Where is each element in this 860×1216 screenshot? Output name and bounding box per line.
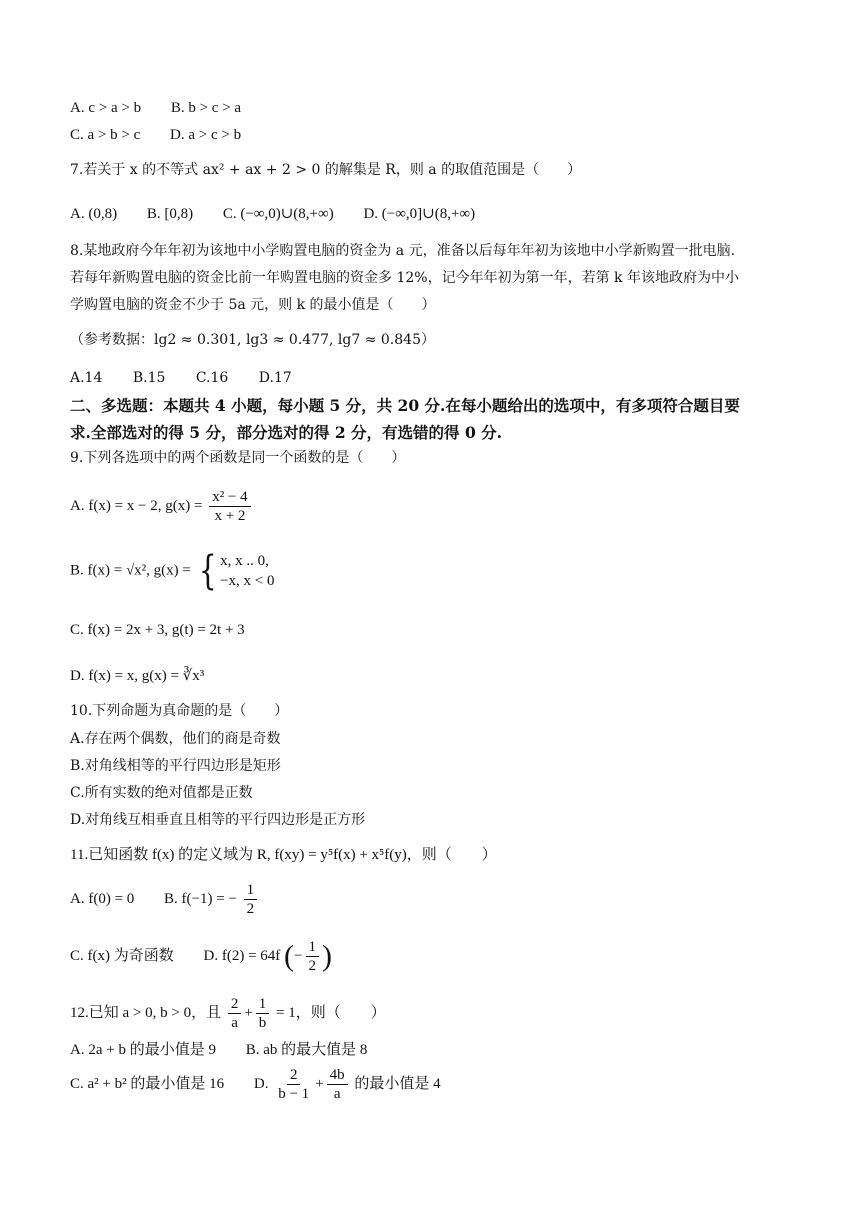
q9-option-d[interactable]: D. f(x) = x, g(x) = ∛x³ xyxy=(70,668,205,684)
q6-options-row2 xyxy=(70,125,267,145)
fraction-numerator: 4b xyxy=(327,1066,348,1085)
q12-stem-prefix: 12.已知 a > 0, b > 0，且 xyxy=(70,1004,222,1021)
q8-option-b[interactable]: B.15 xyxy=(132,370,166,386)
q7-option-c[interactable]: C. (−∞,0)∪(8,+∞) xyxy=(222,206,334,222)
q7-option-a[interactable]: A. (0,8) xyxy=(70,206,118,222)
q12-option-d[interactable]: D. $\frac{2}{b - 1}$ + $\frac{4b}{a}$ 的最小值是 4 xyxy=(253,1067,441,1102)
fraction-denominator: a xyxy=(231,1015,238,1031)
fraction-denominator: x + 2 xyxy=(214,508,246,524)
fraction-numerator: 2 xyxy=(287,1066,301,1085)
q11-options-row2 xyxy=(70,938,332,975)
q12-option-a[interactable]: A. 2a + b 的最小值是 9 xyxy=(70,1042,216,1058)
q6-options-row1 xyxy=(70,98,267,118)
q9-option-b-prefix: B. f(x) = √x², g(x) = xyxy=(70,562,195,579)
q12-stem-suffix: = 1，则（ ） xyxy=(276,1004,386,1021)
q12-fraction-2 xyxy=(256,995,270,1032)
right-paren: ) xyxy=(322,939,332,973)
fraction-denominator: 2 xyxy=(308,958,316,974)
fraction-numerator: 1 xyxy=(244,881,258,900)
q12-option-c[interactable]: C. a² + b² 的最小值是 16 xyxy=(70,1075,225,1092)
fraction-denominator: 2 xyxy=(246,901,255,917)
q6-option-b[interactable]: B. b > c > a xyxy=(170,100,242,116)
piecewise-case-1: x, x .. 0, xyxy=(220,553,269,569)
q12-options-row2 xyxy=(70,1066,441,1103)
fraction-numerator: 2 xyxy=(228,995,242,1014)
q10-option-c[interactable]: C.所有实数的绝对值都是正数 xyxy=(70,785,253,801)
q12-option-d-fraction-1 xyxy=(275,1066,312,1103)
q8-stem-line2: 若每年新购置电脑的资金比前一年购置电脑的资金多 12%，记今年年初为第一年，若第 k 年该地政府为中小 xyxy=(70,270,739,286)
q11-option-d[interactable]: D. f(2) = 64f (− $\frac{1}{2}$ ) xyxy=(203,939,332,974)
q8-option-a[interactable]: A.14 xyxy=(70,370,103,386)
q12-option-b[interactable]: B. ab 的最大值是 8 xyxy=(245,1042,368,1058)
q11-option-b[interactable] xyxy=(164,882,260,917)
fraction-denominator: b − 1 xyxy=(278,1086,310,1102)
q7-option-d[interactable]: D. (−∞,0]∪(8,+∞) xyxy=(363,206,476,222)
section2-heading-line2: 求.全部选对的得 5 分，部分选对的得 2 分，有选错的得 0 分. xyxy=(70,423,503,442)
q7-options xyxy=(70,204,501,224)
q12-options-row1 xyxy=(70,1040,393,1060)
piecewise-cases xyxy=(220,551,274,591)
q6-option-c[interactable]: C. a > b > c xyxy=(70,127,141,143)
q8-option-d[interactable]: D.17 xyxy=(258,370,292,386)
q11-options-row1 xyxy=(70,881,260,918)
fraction-numerator: x² − 4 xyxy=(209,488,250,507)
q10-option-d[interactable]: D.对角线互相垂直且相等的平行四边形是正方形 xyxy=(70,812,366,828)
q9-option-c[interactable]: C. f(x) = 2x + 3, g(t) = 2t + 3 xyxy=(70,622,245,638)
q11-option-c[interactable]: C. f(x) 为奇函数 xyxy=(70,947,174,964)
q11-option-b-fraction xyxy=(244,881,258,918)
q10-option-b[interactable]: B.对角线相等的平行四边形是矩形 xyxy=(70,758,281,774)
q9-option-b-piecewise xyxy=(195,548,275,594)
q11-option-d-fraction xyxy=(306,938,320,975)
q9-option-b[interactable] xyxy=(70,548,275,594)
q8-reference-data: （参考数据：lg2 ≈ 0.301, lg3 ≈ 0.477, lg7 ≈ 0.845） xyxy=(70,332,435,348)
q12-option-d-prefix: D. xyxy=(253,1075,269,1092)
q12-stem: 12.已知 a > 0, b > 0，且 $\frac{2}{a}$ + $\frac{1}{b}$ = 1，则（ ） xyxy=(70,996,386,1031)
q11-option-b-prefix: B. f(−1) = − xyxy=(164,890,237,907)
q9-stem: 9.下列各选项中的两个函数是同一个函数的是（ ） xyxy=(70,450,406,466)
fraction-denominator: b xyxy=(258,1015,267,1031)
q9-option-a-fraction xyxy=(209,488,250,525)
q6-option-d[interactable]: D. a > c > b xyxy=(170,127,242,143)
fraction-numerator: 1 xyxy=(306,938,320,957)
piecewise-case-2: −x, x < 0 xyxy=(220,573,275,589)
q11-option-a[interactable]: A. f(0) = 0 xyxy=(70,890,135,907)
left-brace: { xyxy=(198,548,217,594)
q11-stem: 11.已知函数 f(x) 的定义域为 R, f(xy) = y⁵f(x) + x⁵f(y)，则（ ） xyxy=(70,847,497,863)
q8-option-c[interactable]: C.16 xyxy=(195,370,229,386)
fraction-numerator: 1 xyxy=(256,995,270,1014)
q12-fraction-1 xyxy=(228,995,242,1032)
q8-stem-line3: 学购置电脑的资金不少于 5a 元，则 k 的最小值是（ ） xyxy=(70,297,436,313)
left-paren: ( xyxy=(284,939,295,973)
section2-heading-line1: 二、多选题：本题共 4 小题，每小题 5 分，共 20 分.在每小题给出的选项中，有多项符合题目要 xyxy=(70,396,740,415)
q12-option-d-fraction-2 xyxy=(327,1066,348,1103)
q8-options xyxy=(70,368,318,388)
q6-option-a[interactable]: A. c > a > b xyxy=(70,100,142,116)
q10-stem: 10.下列命题为真命题的是（ ） xyxy=(70,703,289,719)
q9-option-a[interactable] xyxy=(70,488,254,525)
q7-stem: 7.若关于 x 的不等式 ax² + ax + 2 > 0 的解集是 R，则 a 的取值范围是（ ） xyxy=(70,162,582,178)
q12-option-d-suffix: 的最小值是 4 xyxy=(354,1075,441,1092)
q9-option-a-prefix: A. f(x) = x − 2, g(x) = xyxy=(70,497,207,514)
q11-option-d-prefix: D. f(2) = 64f xyxy=(203,947,281,964)
q10-option-a[interactable]: A.存在两个偶数，他们的商是奇数 xyxy=(70,731,281,747)
fraction-denominator: a xyxy=(333,1086,341,1102)
q7-option-b[interactable]: B. [0,8) xyxy=(146,206,194,222)
q8-stem-line1: 8.某地政府今年年初为该地中小学购置电脑的资金为 a 元，准备以后每年年初为该地中小学新购置一批电脑. xyxy=(70,243,736,259)
